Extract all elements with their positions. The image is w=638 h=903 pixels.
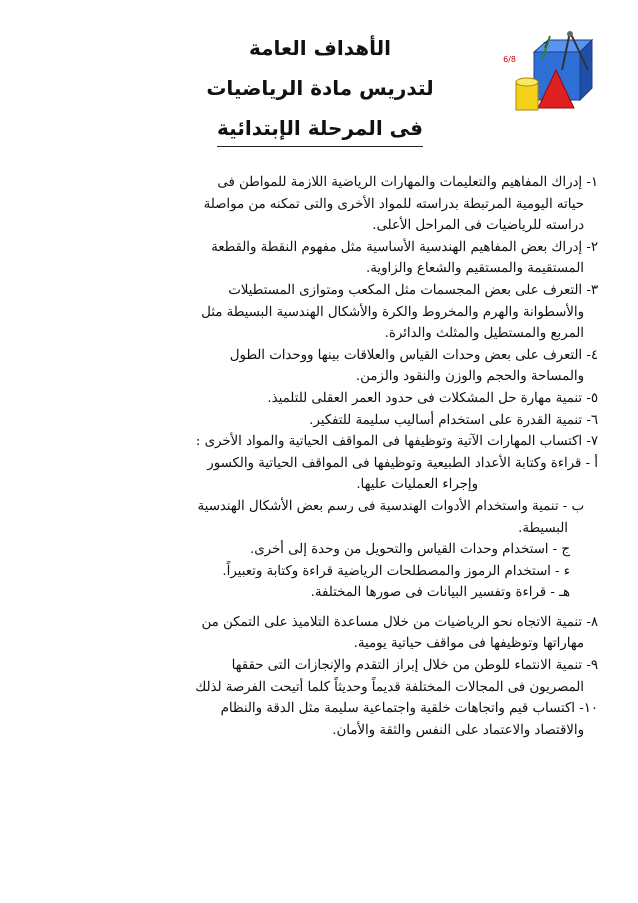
objective-10 — [50, 698, 598, 741]
objective-line: دراسته للرياضيات فى المراحل الأعلى. — [372, 218, 584, 234]
svg-text:7: 7 — [542, 41, 548, 50]
objective-line: ٧- اكتساب المهارات الآتية وتوظيفها فى المواقف الحياتية والمواد الأخرى : — [195, 434, 598, 450]
spacer — [50, 604, 598, 612]
objective-line: ١٠- اكتساب قيم واتجاهات خلقية واجتماعية سليمة مثل الدقة والنظام — [220, 701, 598, 717]
objective-line: ٤- التعرف على بعض وحدات القياس والعلاقات بينها ووحدات الطول — [229, 347, 598, 363]
subobjective-a — [50, 453, 598, 496]
objective-line: والمساحة والحجم والوزن والنقود والزمن. — [355, 369, 584, 385]
objective-line: هـ - قراءة وتفسير البيانات فى صورها المختلفة. — [310, 585, 570, 601]
subobjective-d — [50, 561, 598, 583]
objective-line: ء - استخدام الرموز والمصطلحات الرياضية قراءة وكتابة وتعبيراً. — [222, 563, 570, 579]
objective-line: حياته اليومية المرتبطة بدراسته للمواد الأخرى والتى تمكنه من مواصلة — [203, 196, 584, 212]
objective-line: المصريون فى المجالات المختلفة قديماً وحديثاً كلما أتيحت الفرصة لذلك — [195, 679, 584, 695]
objective-line: والأسطوانة والهرم والمخروط والكرة والأشكال الهندسية البسيطة مثل — [201, 304, 584, 320]
objective-line: مهاراتها وتوظيفها فى مواقف حياتية يومية. — [353, 636, 584, 652]
objective-line: ٦- تنمية القدرة على استخدام أساليب سليمة للتفكير. — [309, 412, 598, 428]
objective-4 — [50, 345, 598, 388]
document-header — [150, 36, 490, 147]
subobjective-e — [50, 582, 598, 604]
objective-line: ٢- إدراك بعض المفاهيم الهندسية الأساسية مثل مفهوم النقطة والقطعة — [211, 239, 598, 255]
objective-line: ٣- التعرف على بعض المجسمات مثل المكعب ومتوازى المستطيلات — [228, 282, 598, 298]
objective-line: المستقيمة والمستقيم والشعاع والزاوية. — [366, 261, 584, 277]
objective-line: ج - استخدام وحدات القياس والتحويل من وحدة إلى أخرى. — [249, 542, 570, 558]
svg-text:6/8: 6/8 — [503, 55, 516, 64]
objective-2 — [50, 237, 598, 280]
objective-line: أ - قراءة وكتابة الأعداد الطبيعية وتوظيفها فى المواقف الحياتية والكسور — [207, 455, 598, 471]
objective-6 — [50, 410, 598, 432]
objective-line: ب - تنمية واستخدام الأدوات الهندسية فى رسم بعض الأشكال الهندسية — [197, 498, 584, 514]
objective-9 — [50, 655, 598, 698]
objective-5 — [50, 388, 598, 410]
objective-line: ٥- تنمية مهارة حل المشكلات فى حدود العمر العقلى للتلميذ. — [267, 390, 598, 406]
subobjective-c — [50, 539, 598, 561]
objectives-list — [50, 172, 598, 741]
objective-line: ٩- تنمية الانتماء للوطن من خلال إبراز التقدم والإنجازات التى حققها — [231, 658, 598, 674]
math-tools-icon — [503, 30, 592, 112]
objective-line: وإجراء العمليات عليها. — [356, 477, 478, 493]
objective-line: المربع والمستطيل والمثلث والدائرة. — [384, 326, 584, 342]
objective-line: ١- إدراك المفاهيم والتعليمات والمهارات الرياضية اللازمة للمواطن فى — [217, 175, 598, 190]
objective-1 — [50, 172, 598, 237]
title-teaching-math: لتدريس مادة الرياضيات — [206, 76, 434, 100]
objective-line: البسيطة. — [518, 520, 568, 536]
title-primary-stage: فى المرحلة الإبتدائية — [217, 116, 423, 147]
objective-3 — [50, 280, 598, 345]
objective-8 — [50, 612, 598, 655]
objective-line: ٨- تنمية الاتجاه نحو الرياضيات من خلال مساعدة التلاميذ على التمكن من — [201, 614, 598, 630]
subobjective-b — [50, 496, 598, 539]
objective-7 — [50, 431, 598, 453]
objective-line: والاقتصاد والاعتماد على النفس والثقة والأمان. — [332, 722, 584, 738]
title-general-objectives: الأهداف العامة — [248, 36, 392, 60]
